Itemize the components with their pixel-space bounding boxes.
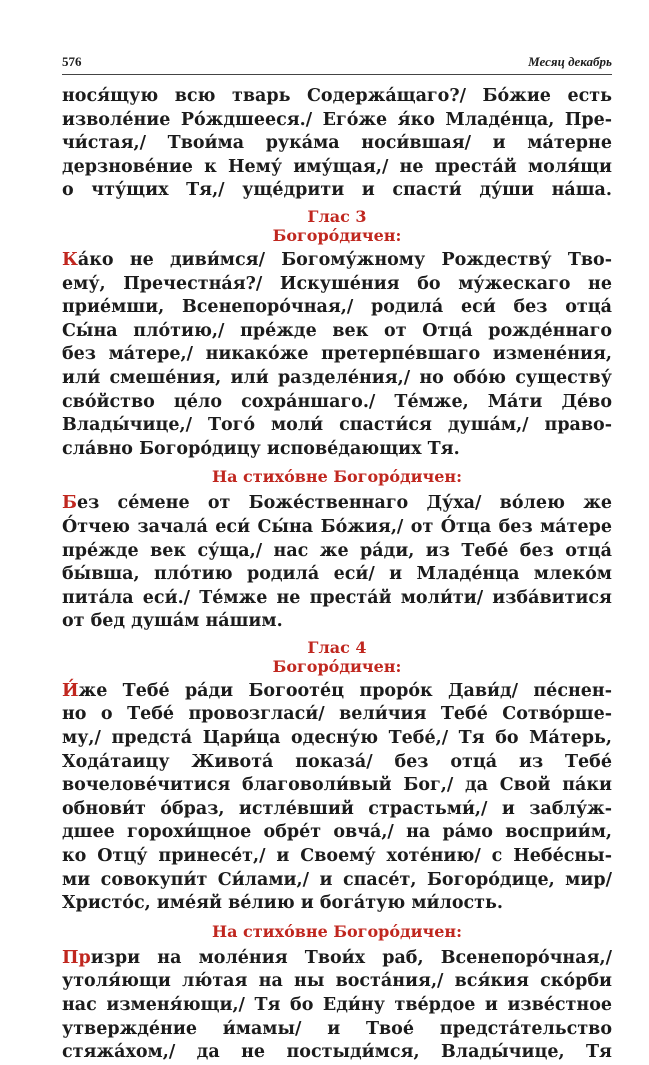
text-line: обнови́т о́браз, истле́вший страстьми́,/ и заблу́ж- xyxy=(62,798,612,819)
text-line: ему́, Пречестна́я?/ Искуше́ния бо му́жескаго не xyxy=(62,273,612,294)
text-line: му,/ предста́ Цари́ца одесну́ю Тебе́,/ Тя бо Ма́терь, xyxy=(62,728,612,749)
aposticha-theotokion-1 xyxy=(62,492,612,634)
text-line: стяжа́хом,/ да не постыди́мся, Влады́чице, Тя xyxy=(62,1042,612,1063)
text-line: от бед душа́м на́шим. xyxy=(62,611,283,632)
text-line: дерзнове́ние к Нему́ иму́щая,/ не преста́й моля́щи xyxy=(62,156,612,177)
text-line: без ма́тере,/ никако́же претерпе́вшаго измене́ния, xyxy=(62,344,612,365)
text-line: ко Отцу́ принесе́т,/ и Своему́ хоте́нию/ с Небе́сны- xyxy=(62,846,612,867)
drop-initial: Пр xyxy=(62,947,91,968)
tone-4-theotokion xyxy=(62,680,612,916)
text-line: нося́щую всю тварь Содержа́щаго?/ Бо́жие есть xyxy=(62,86,612,106)
drop-initial: И́ xyxy=(62,680,79,701)
text-line: нас изменя́ющи,/ Тя бо Еди́ну тве́рдое и изве́стное xyxy=(62,995,612,1015)
first-line-rest: же Тебе́ ра́ди Богооте́ц проро́к Дави́д/ пе́снен- xyxy=(78,680,612,701)
aposticha-theotokion-2 xyxy=(62,947,612,1065)
section-title: На стихо́вне Богоро́дичен: xyxy=(211,921,463,941)
drop-initial: Б xyxy=(62,493,77,514)
tone-label: Глас 3 xyxy=(307,206,367,226)
page-number: 576 xyxy=(62,54,82,69)
text-line: утвержде́ние и́мамы/ и Твое́ предста́тельство xyxy=(62,1018,612,1039)
text-line: сво́йство це́ло сохра́ншаго./ Те́мже, Ма́ти Де́во xyxy=(62,391,612,412)
text-line: Влады́чице,/ Того́ моли́ спасти́ся душа́м,/ право- xyxy=(62,415,612,436)
text-line: пре́жде век су́ща,/ нас же ра́ди, из Тебе́ без отца́ xyxy=(62,540,612,561)
text-line: утоля́ющи лю́тая на ны воста́ния,/ вся́кия ско́рби xyxy=(62,971,612,992)
page-header xyxy=(62,54,612,75)
section-title: На стихо́вне Богоро́дичен: xyxy=(211,467,463,487)
tone-3-theotokion xyxy=(62,249,612,461)
text-line: вочелове́читися благоволи́вый Бог,/ да Свой па́ки xyxy=(62,775,612,796)
first-line-rest: изри на моле́ния Твои́х раб, Всенепоро́чная,/ xyxy=(90,947,612,968)
book-page xyxy=(62,54,612,1065)
text-line: чи́стая,/ Твои́ма рука́ма носи́вшая/ и ма́терне xyxy=(62,133,612,154)
first-line-rest: ез се́мене от Боже́ственнаго Ду́ха/ во́лею же xyxy=(76,493,612,514)
text-line: или́ смеше́ния, или́ разделе́ния,/ но обо́ю существу́ xyxy=(62,367,612,388)
text-line: сла́вно Богоро́дицу испове́дающих Тя. xyxy=(62,438,460,459)
aposticha-heading-2 xyxy=(62,922,612,941)
text-line: пита́ла еси́./ Те́мже не преста́й моли́ти/ изба́витися xyxy=(62,587,612,608)
text-line: дшее горохи́щное обре́т овча́,/ на ра́мо восприи́м, xyxy=(62,822,612,843)
text-line-first xyxy=(62,249,612,273)
tone-3-heading xyxy=(62,207,612,245)
section-title: Богоро́дичен: xyxy=(272,656,402,676)
section-title: Богоро́дичен: xyxy=(272,225,402,245)
drop-initial: К xyxy=(62,249,78,270)
tone-4-heading xyxy=(62,638,612,676)
text-line: ми совокупи́т Си́лами,/ и спасе́т, Богоро́дице, мир/ xyxy=(62,869,612,890)
text-line: бы́вша, пло́тию родила́ еси́/ и Младе́нца млеко́м xyxy=(62,564,612,585)
text-line: Хода́таицу Живота́ показа́/ без отца́ из Тебе́ xyxy=(62,751,612,772)
text-line: но о Тебе́ провозгласи́/ вели́чия Тебе́ Сотво́рше- xyxy=(62,704,612,725)
tone-label: Глас 4 xyxy=(307,637,367,657)
text-line: изволе́ние Ро́ждшееся./ Его́же я́ко Младе́нца, Пре- xyxy=(62,109,612,130)
text-line-first xyxy=(62,680,612,704)
text-line-first xyxy=(62,947,612,971)
continued-hymn xyxy=(62,85,612,203)
text-line: прие́мши, Всенепоро́чная,/ родила́ еси́ без отца́ xyxy=(62,297,612,318)
text-line: О́тчею зачала́ еси́ Сы́на Бо́жия,/ от О́тца без ма́тере xyxy=(62,516,612,537)
text-line: о чту́щих Тя,/ уще́дрити и спасти́ ду́ши на́ша. xyxy=(62,180,612,201)
text-line: Христо́с, име́яй ве́лию и бога́тую ми́лость. xyxy=(62,893,503,914)
text-line: Сы́на пло́тию,/ пре́жде век от Отца́ рожде́ннаго xyxy=(62,320,612,341)
running-title: Месяц декабрь xyxy=(528,54,612,69)
text-line-first xyxy=(62,492,612,516)
aposticha-heading-1 xyxy=(62,467,612,486)
first-line-rest: а́ко не диви́мся/ Богому́жному Рождеству́ Тво- xyxy=(77,249,612,270)
